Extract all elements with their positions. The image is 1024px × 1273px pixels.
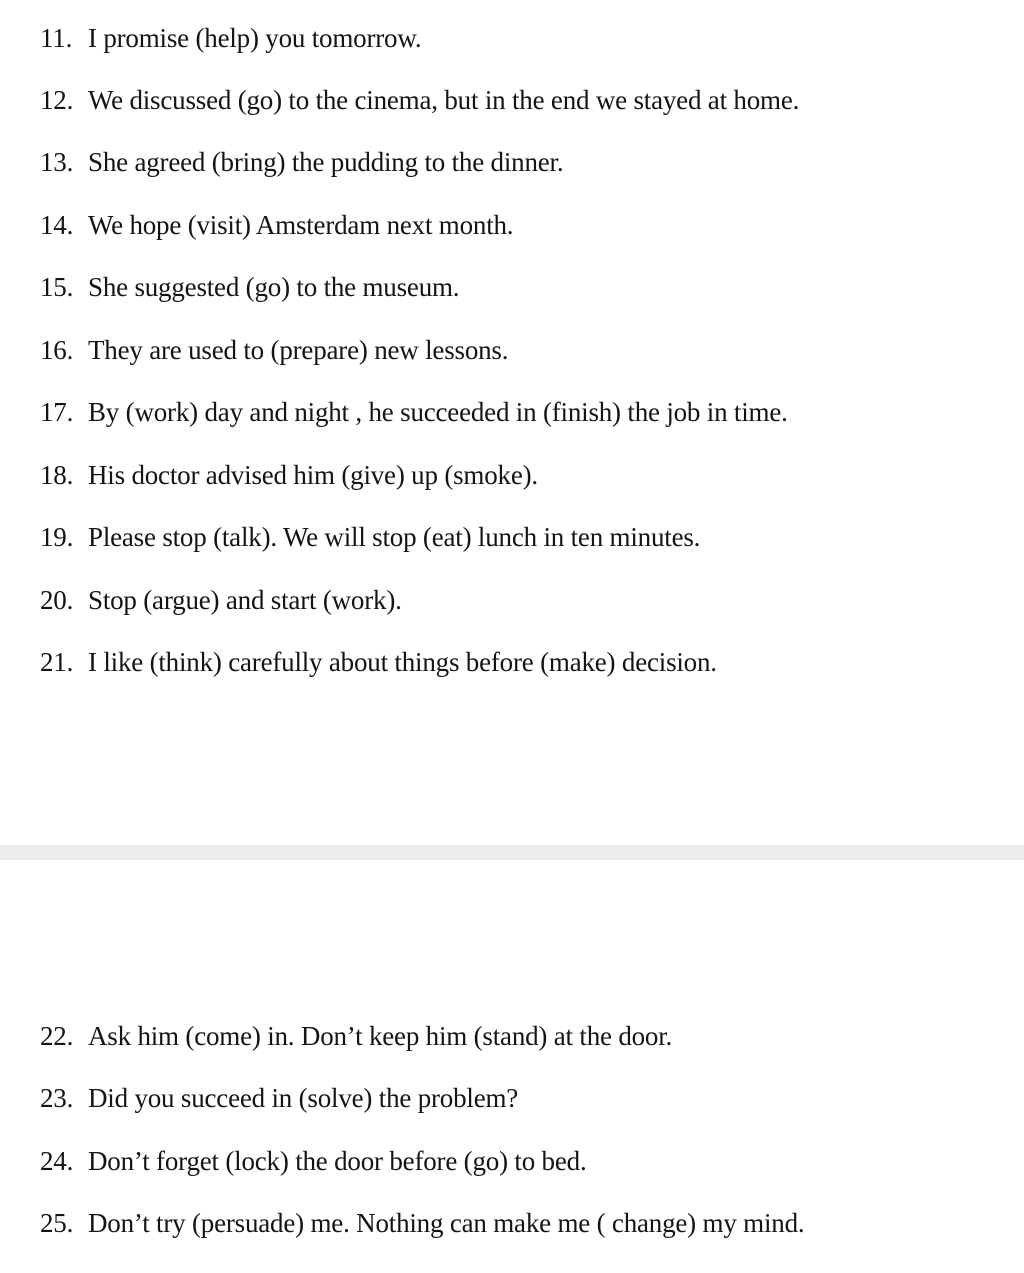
- exercise-number: 15.: [40, 272, 74, 302]
- exercise-number: 18.: [40, 460, 74, 490]
- exercise-item: [40, 580, 402, 620]
- exercise-number: 16.: [40, 335, 74, 365]
- exercise-number: 12.: [40, 85, 74, 115]
- exercise-number: 11.: [40, 23, 73, 53]
- exercise-number: 14.: [40, 210, 74, 240]
- exercise-number: 19.: [40, 522, 74, 552]
- exercise-item: [40, 205, 513, 245]
- exercise-number: 13.: [40, 147, 74, 177]
- exercise-item: [40, 330, 508, 370]
- exercise-item: [40, 142, 563, 182]
- exercise-text: I like (think) carefully about things before (make) decision.: [88, 647, 717, 677]
- exercise-text: They are used to (prepare) new lessons.: [88, 335, 509, 365]
- exercise-item: [40, 392, 788, 432]
- exercise-text: Please stop (talk). We will stop (eat) lunch in ten minutes.: [88, 522, 701, 552]
- exercise-item: [40, 455, 538, 495]
- exercise-text: We discussed (go) to the cinema, but in the end we stayed at home.: [88, 85, 800, 115]
- exercise-item: [40, 642, 717, 682]
- exercise-item: [40, 267, 459, 307]
- exercise-number: 20.: [40, 585, 74, 615]
- exercise-text: Did you succeed in (solve) the problem?: [88, 1083, 519, 1113]
- exercise-item: [40, 517, 700, 557]
- exercise-text: We hope (visit) Amsterdam next month.: [88, 210, 514, 240]
- page-separator: [0, 845, 1024, 860]
- exercise-item: [40, 1078, 518, 1118]
- exercise-item: [40, 18, 421, 58]
- exercise-text: Stop (argue) and start (work).: [88, 585, 402, 615]
- exercise-text: She agreed (bring) the pudding to the dinner.: [88, 147, 564, 177]
- exercise-text: By (work) day and night , he succeeded in (finish) the job in time.: [88, 397, 788, 427]
- exercise-number: 21.: [40, 647, 74, 677]
- exercise-text: Don’t try (persuade) me. Nothing can make me ( change) my mind.: [88, 1208, 805, 1238]
- exercise-text: I promise (help) you tomorrow.: [88, 23, 422, 53]
- exercise-number: 25.: [40, 1208, 74, 1238]
- exercise-text: Don’t forget (lock) the door before (go) to bed.: [88, 1146, 587, 1176]
- exercise-item: [40, 1016, 672, 1056]
- exercise-item: [40, 80, 799, 120]
- exercise-number: 24.: [40, 1146, 74, 1176]
- exercise-number: 17.: [40, 397, 74, 427]
- exercise-text: She suggested (go) to the museum.: [88, 272, 460, 302]
- exercise-text: Ask him (come) in. Don’t keep him (stand) at the door.: [88, 1021, 673, 1051]
- document-page-bottom: [0, 860, 1024, 1273]
- exercise-number: 22.: [40, 1021, 74, 1051]
- exercise-item: [40, 1203, 804, 1243]
- exercise-number: 23.: [40, 1083, 74, 1113]
- exercise-item: [40, 1141, 587, 1181]
- exercise-text: His doctor advised him (give) up (smoke).: [88, 460, 538, 490]
